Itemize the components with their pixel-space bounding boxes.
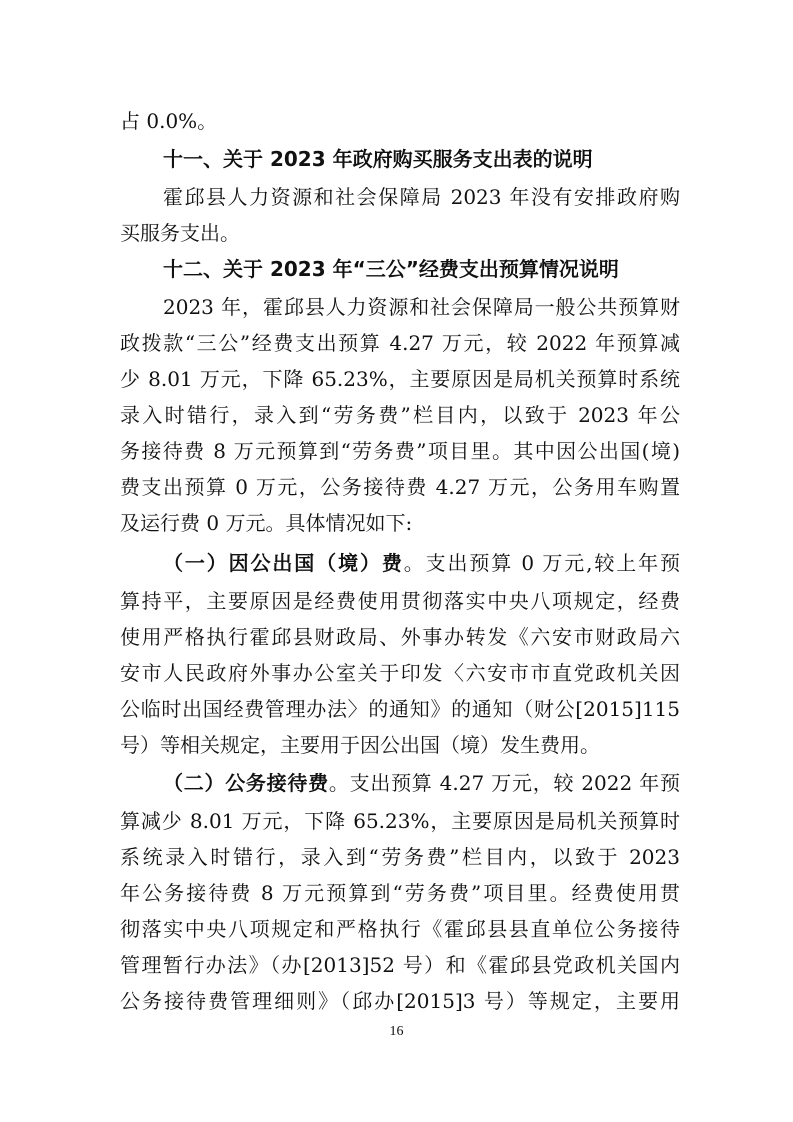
body-text-line: 公临时出国经费管理办法〉的通知》的通知（财公[2015]115	[120, 697, 680, 721]
body-text-line: 号）等相关规定，主要用于因公出国（境）发生费用。	[120, 733, 600, 757]
body-text-line: 彻落实中央八项规定和严格执行《霍邱县县直单位公务接待	[120, 917, 680, 941]
body-text-line: 霍邱县人力资源和社会保障局 2023 年没有安排政府购	[163, 185, 680, 209]
subsection-paragraph-line	[163, 545, 680, 581]
body-text-line: 少 8.01 万元，下降 65.23%，主要原因是局机关预算时系统	[120, 367, 680, 391]
section-heading: 十一、关于 2023 年政府购买服务支出表的说明	[163, 147, 593, 171]
body-text-line: 算持平，主要原因是经费使用贯彻落实中央八项规定，经费	[120, 589, 680, 613]
body-text-line: 年公务接待费 8 万元预算到“劳务费”项目里。经费使用贯	[120, 881, 680, 905]
body-text-line: 管理暂行办法》（办[2013]52 号）和《霍邱县党政机关国内	[120, 953, 680, 977]
page-number: 16	[389, 1024, 404, 1039]
body-text-line: 录入时错行，录入到“劳务费”栏目内，以致于 2023 年公	[120, 403, 680, 427]
body-text-line: 算减少 8.01 万元，下降 65.23%，主要原因是局机关预算时	[120, 809, 680, 833]
body-text-line: 安市人民政府外事办公室关于印发〈六安市市直党政机关因	[120, 661, 680, 685]
section-heading: 十二、关于 2023 年“三公”经费支出预算情况说明	[163, 257, 619, 281]
body-text-line: 2023 年，霍邱县人力资源和社会保障局一般公共预算财	[163, 295, 680, 319]
body-text-line: 公务接待费管理细则》（邱办[2015]3 号）等规定，主要用	[120, 989, 680, 1013]
subsection-title: （一）因公出国（境）费	[163, 551, 404, 575]
body-text: 。支出预算 0 万元,较上年预	[403, 551, 681, 575]
body-text-line: 系统录入时错行，录入到“劳务费”栏目内，以致于 2023	[120, 845, 680, 869]
body-text-line: 买服务支出。	[120, 221, 240, 245]
subsection-paragraph-line	[163, 765, 680, 801]
body-text-line: 占 0.0%。	[120, 109, 218, 133]
body-text-line: 费支出预算 0 万元，公务接待费 4.27 万元，公务用车购置	[120, 475, 680, 499]
body-text-line: 使用严格执行霍邱县财政局、外事办转发《六安市财政局六	[120, 625, 680, 649]
subsection-title: （二）公务接待费	[163, 771, 329, 795]
body-text-line: 政拨款“三公”经费支出预算 4.27 万元，较 2022 年预算减	[120, 331, 680, 355]
body-text: 。支出预算 4.27 万元，较 2022 年预	[328, 771, 681, 795]
body-text-line: 务接待费 8 万元预算到“劳务费”项目里。其中因公出国(境)	[120, 439, 680, 463]
body-text-line: 及运行费 0 万元。具体情况如下:	[120, 511, 413, 535]
